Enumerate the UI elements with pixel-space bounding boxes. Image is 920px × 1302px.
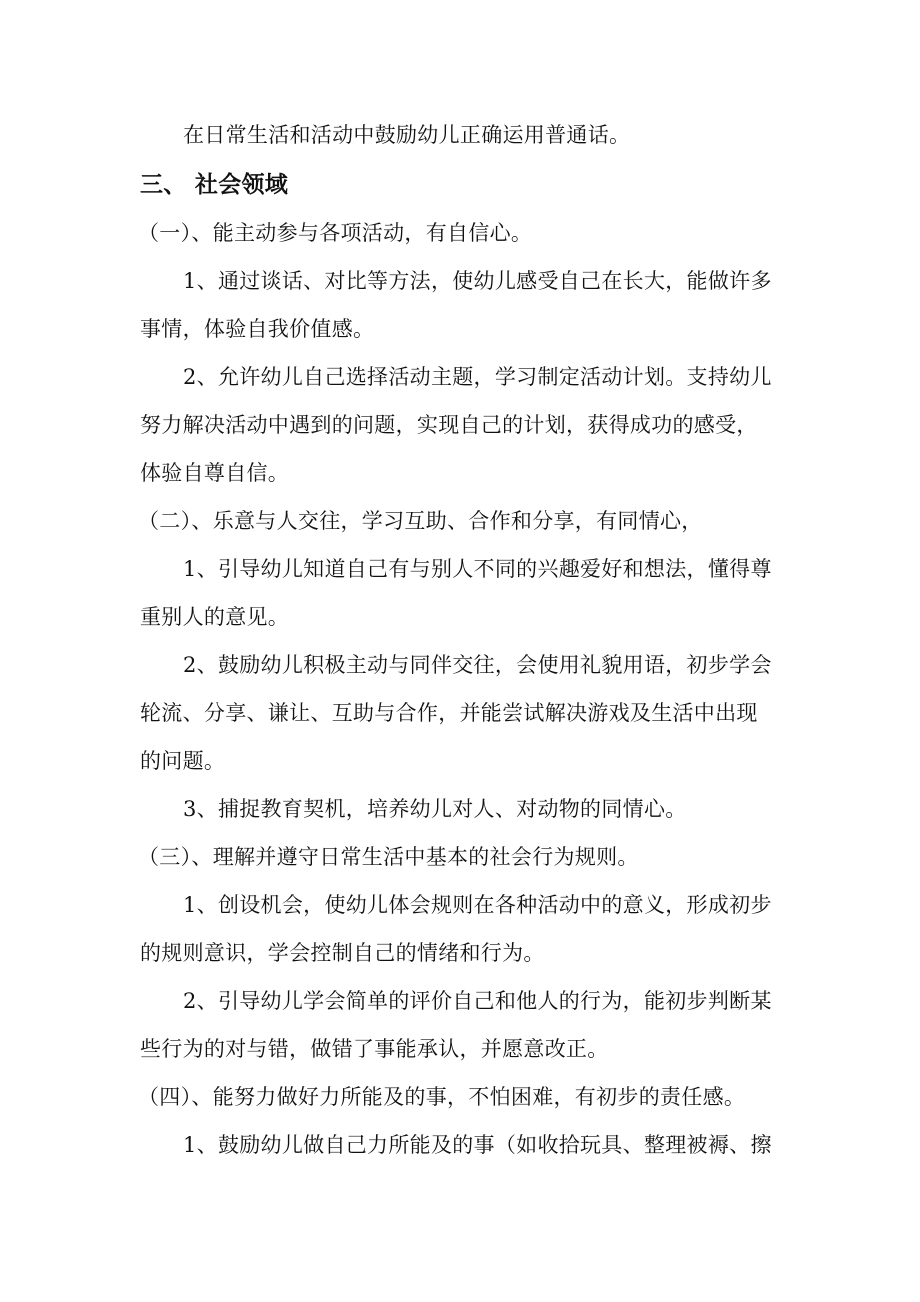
subsection-heading: （一）、能主动参与各项活动，有自信心。 bbox=[138, 221, 533, 245]
list-item-line: 轮流、分享、谦让、互助与合作，并能尝试解决游戏及生活中出现 bbox=[140, 701, 758, 725]
list-item-line: 3、捕捉教育契机，培养幼儿对人、对动物的同情心。 bbox=[183, 797, 687, 821]
list-item-line: 的规则意识，学会控制自己的情绪和行为。 bbox=[140, 941, 545, 965]
subsection-heading: （四）、能努力做好力所能及的事，不怕困难，有初步的责任感。 bbox=[138, 1085, 746, 1109]
list-item-line: 1、鼓励幼儿做自己力所能及的事（如收拾玩具、整理被褥、擦 bbox=[183, 1133, 772, 1157]
list-item-line: 的问题。 bbox=[140, 749, 226, 773]
subsection-heading: （三）、理解并遵守日常生活中基本的社会行为规则。 bbox=[138, 845, 639, 869]
list-item-line: 事情，体验自我价值感。 bbox=[140, 317, 375, 341]
body-text-line: 在日常生活和活动中鼓励幼儿正确运用普通话。 bbox=[183, 123, 631, 147]
list-item-line: 2、引导幼儿学会简单的评价自己和他人的行为，能初步判断某 bbox=[183, 989, 772, 1013]
list-item-line: 1、引导幼儿知道自己有与别人不同的兴趣爱好和想法，懂得尊 bbox=[183, 557, 772, 581]
list-item-line: 努力解决活动中遇到的问题，实现自己的计划，获得成功的感受， bbox=[140, 413, 758, 437]
list-item-line: 体验自尊自信。 bbox=[140, 461, 290, 485]
list-item-line: 2、允许幼儿自己选择活动主题，学习制定活动计划。支持幼儿 bbox=[183, 365, 772, 389]
subsection-heading: （二）、乐意与人交往，学习互助、合作和分享，有同情心， bbox=[138, 509, 703, 533]
section-heading: 三、 社会领域 bbox=[140, 172, 289, 198]
list-item-line: 2、鼓励幼儿积极主动与同伴交往，会使用礼貌用语，初步学会 bbox=[183, 653, 772, 677]
list-item-line: 重别人的意见。 bbox=[140, 605, 290, 629]
list-item-line: 1、创设机会，使幼儿体会规则在各种活动中的意义，形成初步 bbox=[183, 893, 772, 917]
list-item-line: 些行为的对与错，做错了事能承认，并愿意改正。 bbox=[140, 1037, 609, 1061]
list-item-line: 1、通过谈话、对比等方法，使幼儿感受自己在长大，能做许多 bbox=[183, 269, 772, 293]
